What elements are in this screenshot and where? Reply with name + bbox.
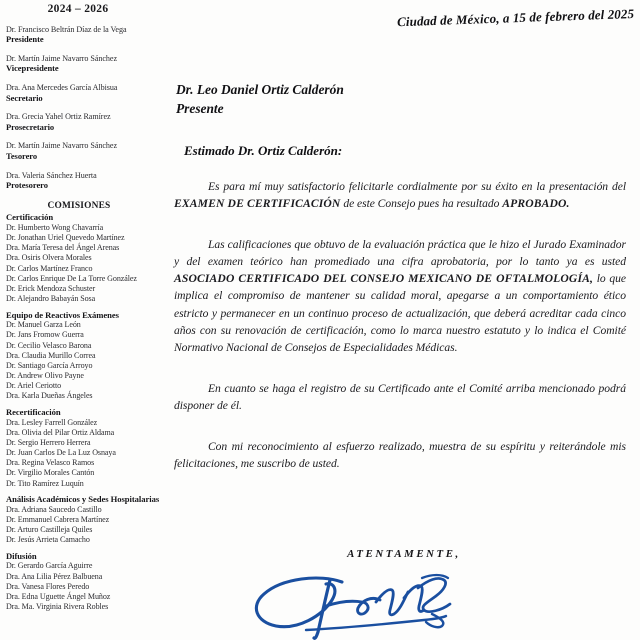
commission-member: Dr. Jesús Arrieta Camacho	[6, 535, 90, 545]
officer-name: Dr. Martín Jaime Navarro Sánchez	[6, 53, 117, 63]
commission-member: Dra. Ma. Virginia Rivera Robles	[6, 602, 109, 612]
commission-member: Dra. Olivia del Pilar Ortiz Aldama	[6, 427, 115, 437]
commission-member: Dr. Sergio Herrero Herrera	[6, 437, 91, 447]
paragraph-1-pre: Es para mí muy satisfactorio felicitarle cordialmente por su éxito en la presentación del	[208, 180, 626, 193]
commission-heading: Difusión	[6, 550, 37, 561]
paragraph-2-post: lo que implica el compromiso de mantener su calidad moral, apegarse a un comportamiento ético estricto y permanecer en un continuo proceso de actualización, que deberá acreditar cada cinco años con su renovación de certificación, como lo marca nuestro estatuto y lo indica el Comité Normativo Nacional de Consejos de Especialidades Médicas.	[174, 272, 626, 354]
commission-block	[6, 212, 164, 304]
paragraph-closing-remarks: Con mi reconocimiento al esfuerzo realizado, muestra de su espíritu y reiterándole mis felicitaciones, me suscribo de usted.	[174, 440, 626, 471]
commission-member: Dr. Cecilio Velasco Barona	[6, 340, 92, 350]
addressee-status: Presente	[176, 101, 224, 117]
commission-member: Dra. Lesley Farrell González	[6, 417, 98, 427]
officer-name: Dra. Grecia Yahel Ortiz Ramírez	[6, 112, 111, 122]
board-officer	[6, 141, 164, 161]
commission-member: Dr. Emmanuel Cabrera Martínez	[6, 514, 110, 524]
paragraph-registration: En cuanto se haga el registro de su Certificado ante el Comité arriba mencionado podrá disponer de él.	[174, 381, 626, 412]
commissions-title: COMISIONES	[47, 201, 111, 212]
commission-member: Dr. Ariel Ceriotto	[6, 381, 62, 391]
commission-member: Dr. Jonathan Uriel Quevedo Martínez	[6, 233, 125, 243]
commission-member: Dra. María Teresa del Ángel Arenas	[6, 243, 120, 253]
letter-body	[168, 0, 640, 640]
board-officer	[6, 83, 164, 103]
commissions-list	[6, 212, 164, 612]
board-officer	[6, 112, 164, 132]
paragraph-2-pre: Las calificaciones que obtuvo de la evaluación práctica que le hizo el Jurado Examinador y del examen teórico han promediado una cifra aprobatoria, por lo tanto ya es usted	[174, 238, 626, 269]
board-officers-list	[6, 25, 164, 191]
letterhead-sidebar	[0, 0, 168, 640]
officer-role: Secretario	[6, 92, 43, 103]
commission-member: Dr. Santiago García Arroyo	[6, 360, 93, 370]
commission-member: Dra. Claudia Murillo Correa	[6, 350, 96, 360]
commission-member: Dr. Erick Mendoza Schuster	[6, 283, 96, 293]
date-line: Ciudad de México, a 15 de febrero del 2025	[396, 6, 635, 30]
salutation: Estimado Dr. Ortiz Calderón:	[184, 143, 343, 158]
officer-role: Vicepresidente	[6, 63, 59, 74]
officer-name: Dra. Valeria Sánchez Huerta	[6, 170, 97, 180]
commission-member: Dr. Arturo Castilleja Quiles	[6, 525, 93, 535]
commission-member: Dr. Humberto Wong Chavarría	[6, 222, 104, 232]
commission-member: Dr. Tito Ramírez Luquín	[6, 478, 84, 488]
commission-heading: Certificación	[6, 212, 54, 223]
closing-salutation: ATENTAMENTE,	[347, 548, 461, 560]
commission-member: Dra. Regina Velasco Ramos	[6, 458, 95, 468]
commission-member: Dra. Karla Dueñas Ángeles	[6, 391, 93, 401]
exam-name-emphasis: EXAMEN DE CERTIFICACIÓN	[174, 197, 341, 211]
officer-role: Protesorero	[6, 180, 48, 191]
addressee-name: Dr. Leo Daniel Ortiz Calderón	[176, 82, 344, 97]
officer-role: Tesorero	[6, 150, 38, 161]
commission-block	[6, 310, 164, 402]
commission-member: Dra. Ana Lilia Pérez Balbuena	[6, 571, 103, 581]
paragraph-1-mid: de este Consejo pues ha resultado	[340, 197, 503, 211]
commission-member: Dr. Carlos Martínez Franco	[6, 263, 93, 273]
commission-member: Dra. Adriana Saucedo Castillo	[6, 504, 102, 514]
paragraph-certification-details	[174, 236, 626, 356]
commission-member: Dra. Vanesa Flores Peredo	[6, 581, 90, 591]
paragraph-congratulations	[174, 178, 626, 212]
commission-member: Dr. Carlos Enrique De La Torre González	[6, 273, 137, 283]
commission-heading: Análisis Académicos y Sedes Hospitalarias	[6, 494, 160, 505]
commission-block	[6, 494, 164, 545]
result-emphasis: APROBADO.	[502, 197, 570, 211]
officer-name: Dr. Francisco Beltrán Díaz de la Vega	[6, 24, 127, 34]
commission-heading: Recertificación	[6, 407, 61, 418]
commission-member: Dr. Virgilio Morales Cantón	[6, 468, 95, 478]
officer-name: Dr. Martín Jaime Navarro Sánchez	[6, 141, 117, 151]
commission-heading: Equipo de Reactivos Exámenes	[6, 309, 119, 320]
board-officer	[6, 54, 164, 74]
commission-member: Dr. Manuel Garza León	[6, 320, 81, 330]
board-period: 2024 – 2026	[47, 3, 109, 15]
commission-member: Dra. Osiris Olvera Morales	[6, 253, 92, 263]
board-officer	[6, 25, 164, 45]
officer-name: Dra. Ana Mercedes García Albisua	[6, 82, 118, 92]
addressee-block	[176, 80, 344, 118]
commission-block	[6, 407, 164, 489]
officer-role: Presidente	[6, 34, 44, 45]
commission-member: Dr. Andrew Olivo Payne	[6, 371, 84, 381]
commission-block	[6, 551, 164, 612]
board-officer	[6, 171, 164, 191]
commission-member: Dr. Alejandro Babayán Sosa	[6, 294, 96, 304]
officer-role: Prosecretario	[6, 121, 55, 132]
commission-member: Dr. Jans Fromow Guerra	[6, 330, 84, 340]
title-emphasis: ASOCIADO CERTIFICADO DEL CONSEJO MEXICANO DE OFTALMOLOGÍA,	[174, 272, 594, 286]
letter-paragraphs	[174, 178, 626, 485]
commission-member: Dra. Edna Uguette Ángel Muñoz	[6, 591, 111, 601]
commission-member: Dr. Gerardo García Aguirre	[6, 561, 93, 571]
commission-member: Dr. Juan Carlos De La Luz Osnaya	[6, 448, 116, 458]
